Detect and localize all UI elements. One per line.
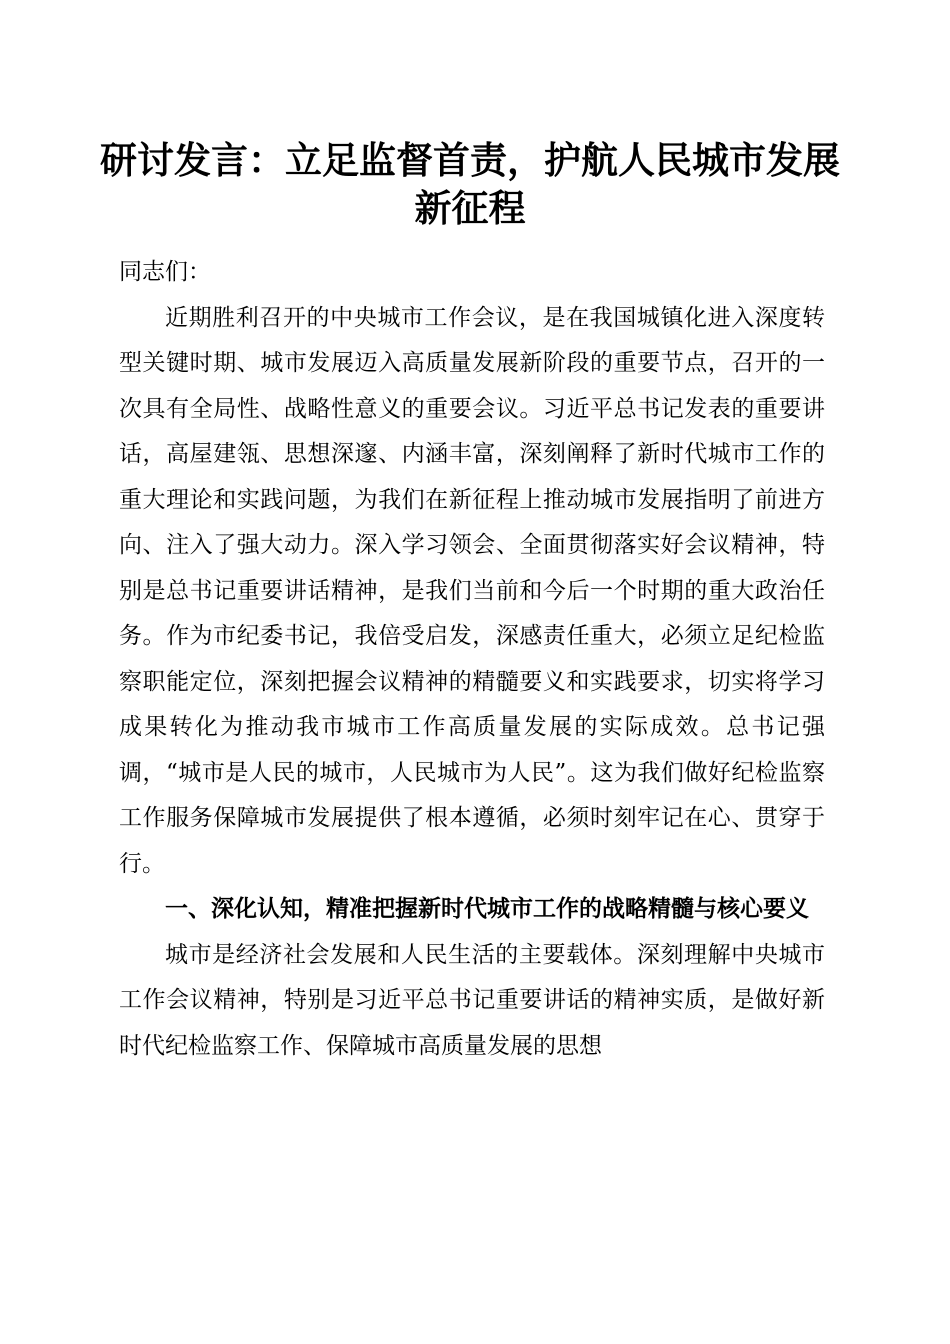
section-heading: 一、深化认知，精准把握新时代城市工作的战略精髓与核心要义 [165,896,809,922]
document-title: 研讨发言：立足监督首责，护航人民城市发展新征程 [100,138,840,230]
intro-paragraph: 近期胜利召开的中央城市工作会议，是在我国城镇化进入深度转型关键时期、城市发展迈入高质量发展新阶段的重要节点，召开的一次具有全局性、战略性意义的重要会议。习近平总书记发表的重要讲话，高屋建瓴、思想深邃、内涵丰富，深刻阐释了新时代城市工作的重大理论和实践问题，为我们在新征程上推动城市发展指明了前进方向、注入了强大动力。深入学习领会、全面贯彻落实好会议精神，特别是总书记重要讲话精神，是我们当前和今后一个时期的重大政治任务。作为市纪委书记，我倍受启发，深感责任重大，必须立足纪检监察职能定位，深刻把握会议精神的精髓要义和实践要求，切实将学习成果转化为推动我市城市工作高质量发展的实际成效。总书记强调，“城市是人民的城市，人民城市为人民”。这为我们做好纪检监察工作服务保障城市发展提供了根本遵循，必须时刻牢记在心、贯穿于行。 [119,304,825,877]
section-paragraph: 城市是经济社会发展和人民生活的主要载体。深刻理解中央城市工作会议精神，特别是习近平总书记重要讲话的精神实质，是做好新时代纪检监察工作、保障城市高质量发展的思想 [119,941,825,1059]
document-body [119,250,825,1069]
salutation: 同志们： [119,259,211,285]
